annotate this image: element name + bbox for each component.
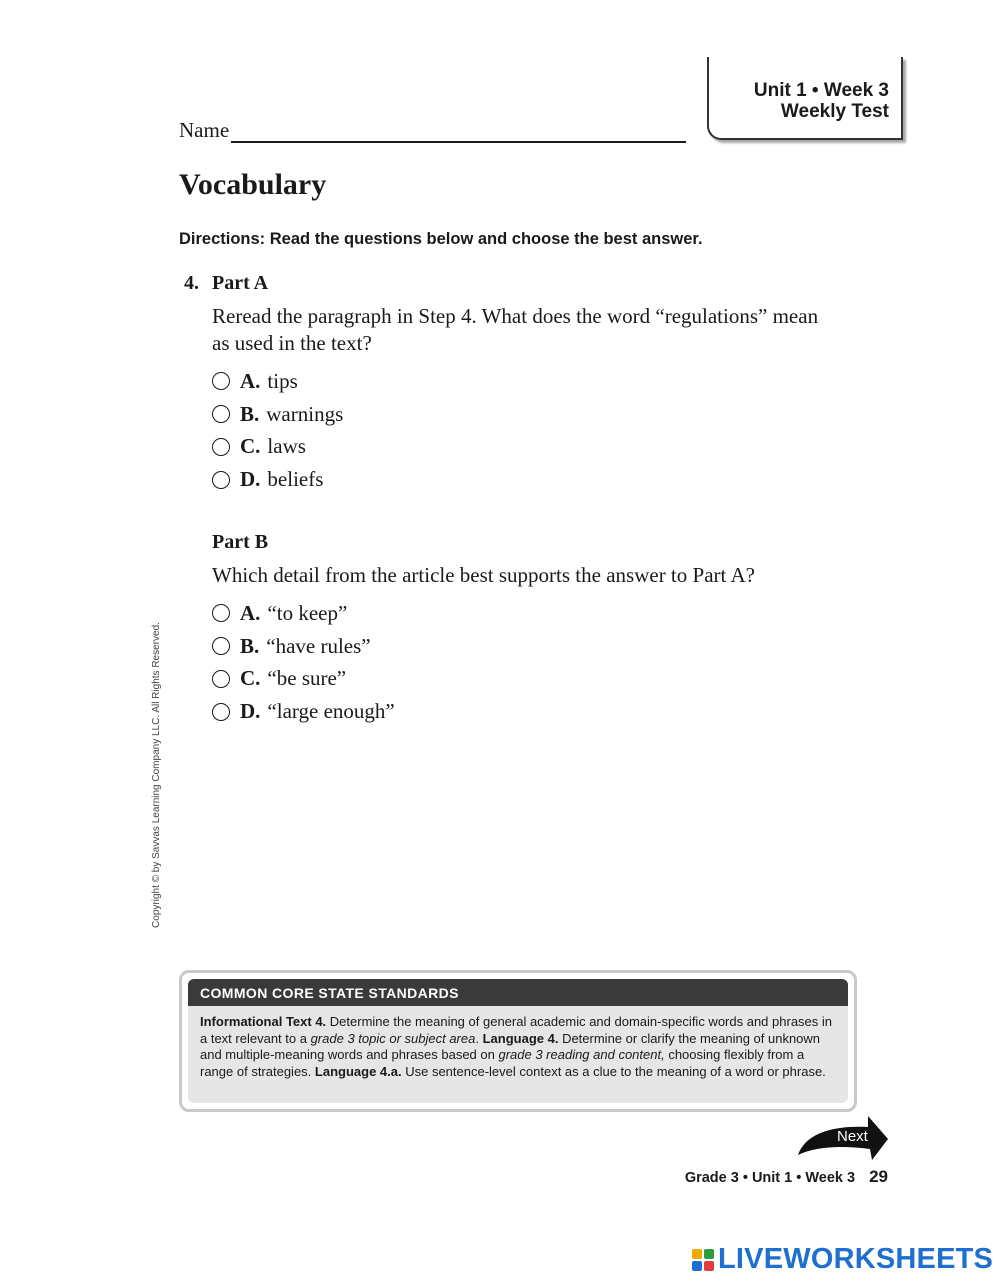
- page-footer: [685, 1167, 888, 1187]
- radio-button[interactable]: [212, 670, 230, 688]
- part-a-prompt: Reread the paragraph in Step 4. What does the word “regulations” mean as used in the text?: [212, 304, 819, 355]
- next-button[interactable]: [796, 1115, 890, 1161]
- name-label: Name: [179, 118, 230, 142]
- unit-week-label: Unit 1 • Week 3: [753, 80, 889, 101]
- name-line[interactable]: [231, 124, 686, 143]
- radio-button[interactable]: [212, 405, 230, 423]
- unit-week-tab: [707, 57, 903, 140]
- part-b-choice-d[interactable]: D. “large enough”: [212, 695, 395, 728]
- part-a-choices: [212, 365, 343, 496]
- question-number: 4.: [184, 272, 199, 294]
- part-a-choice-b[interactable]: B. warnings: [212, 398, 343, 431]
- directions: Directions: Read the questions below and choose the best answer.: [179, 230, 703, 248]
- part-b-choice-a[interactable]: A. “to keep”: [212, 597, 395, 630]
- page-number: 29: [869, 1167, 888, 1186]
- part-a-choice-a[interactable]: A. tips: [212, 365, 343, 398]
- part-a-choice-c[interactable]: C. laws: [212, 431, 343, 464]
- standards-box: [179, 970, 857, 1112]
- liveworksheets-logo-icon: [692, 1249, 714, 1271]
- standards-title: COMMON CORE STATE STANDARDS: [188, 979, 848, 1006]
- radio-button[interactable]: [212, 604, 230, 622]
- part-a-label: Part A: [212, 272, 269, 294]
- part-a-choice-d[interactable]: D. beliefs: [212, 463, 343, 496]
- part-b-choice-b[interactable]: B. “have rules”: [212, 630, 395, 663]
- name-row: [179, 118, 686, 143]
- part-b-choices: [212, 597, 395, 728]
- radio-button[interactable]: [212, 637, 230, 655]
- standards-text: Informational Text 4. Determine the meaning of general academic and domain-specific words and phrases in a text relevant to a grade 3 topic or subject area. Language 4. Determine or clarify the meaning of unknown and multiple-meaning words and phrases based on grade 3 reading and content, choosing flexibly from a range of strategies. Language 4.a. Use sentence-level context as a clue to the meaning of a word or phrase.: [200, 1014, 833, 1079]
- radio-button[interactable]: [212, 438, 230, 456]
- footer-course: Grade 3 • Unit 1 • Week 3: [684, 1170, 856, 1186]
- section-title: Vocabulary: [179, 168, 327, 201]
- part-b-label: Part B: [212, 531, 269, 553]
- part-b-choice-c[interactable]: C. “be sure”: [212, 663, 395, 696]
- radio-button[interactable]: [212, 471, 230, 489]
- next-label: Next: [837, 1128, 868, 1145]
- radio-button[interactable]: [212, 703, 230, 721]
- part-b-prompt: Which detail from the article best supports the answer to Part A?: [212, 563, 755, 587]
- copyright-notice: Copyright © by Savvas Learning Company LLC. All Rights Reserved.: [151, 622, 162, 928]
- test-type-label: Weekly Test: [780, 101, 889, 122]
- liveworksheets-brand[interactable]: [692, 1243, 993, 1276]
- brand-name: LIVEWORKSHEETS: [718, 1243, 994, 1275]
- radio-button[interactable]: [212, 372, 230, 390]
